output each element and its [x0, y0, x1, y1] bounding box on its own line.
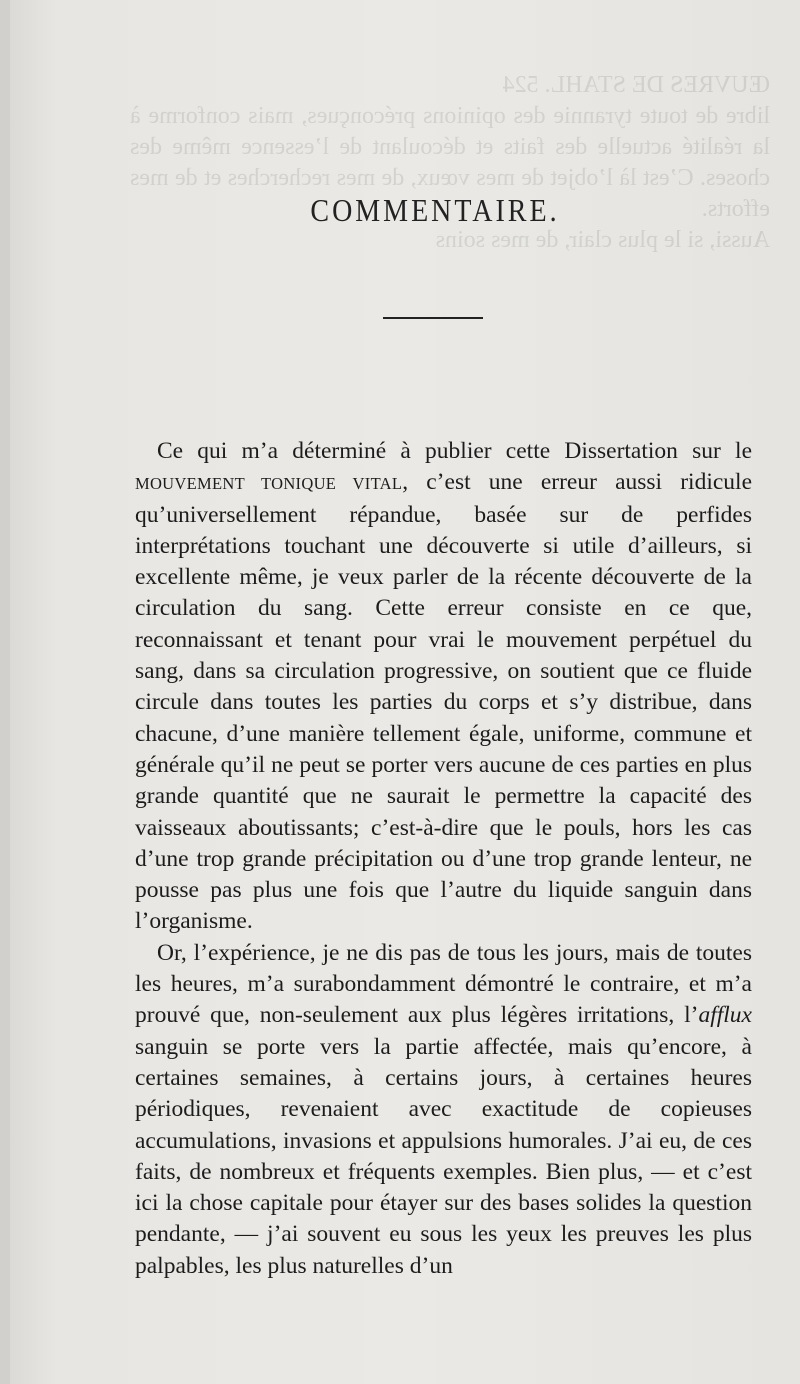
body-text: [135, 436, 752, 1282]
bleed-page-number: 524: [502, 72, 539, 98]
book-page: [10, 0, 800, 1384]
title-rule: [383, 317, 483, 319]
bleed-line-2: Aussi, si le plus clair, de mes soins: [435, 227, 770, 253]
paragraph-2-rest: sanguin se porte vers la partie affectée, mais qu’encore, à certaines semaines, à certains jours, à certaines heures périodiques, revenaient avec exactitude de copieuses accumulations, invasions et appulsions humorales. J’ai eu, de ces faits, de nombreux et fréquents exemples. Bien plus, — et c’est ici la chose capitale pour étayer sur des bases solides la question pendante, — j’ai souvent eu sous les yeux les preuves les plus palpables, les plus naturelles d’un: [135, 1033, 752, 1279]
paragraph-2-lead: Or, l’expérience, je ne dis pas de tous les jours, mais de toutes les heures, m’a surabondamment démontré le contraire, et m’a prouvé que, non-seulement aux plus légères irritations, l’: [135, 939, 752, 1029]
paragraph-1-rest: , c’est une erreur aussi ridicule qu’universellement répandue, basée sur de perfides interprétations touchant une découverte si utile d’ailleurs, si excellente même, je veux parler de la récente découverte de la circulation du sang. Cette erreur consiste en ce que, reconnaissant et tenant pour vrai le mouvement perpétuel du sang, dans sa circulation progressive, on soutient que ce fluide circule dans toutes les parties du corps et s’y distribue, dans chacune, d’une manière tellement égale, uniforme, commune et générale qu’il ne peut se porter vers aucune de ces parties en plus grande quantité que ne saurait le permettre la capacité des vaisseaux aboutissants; c’est-à-dire que le pouls, hors les cas d’une trop grande précipitation ou d’une trop grande lenteur, ne pousse pas plus une fois que l’autre du liquide sanguin dans l’organisme.: [135, 469, 752, 935]
paragraph-2: [135, 938, 752, 1282]
paragraph-1-smallcaps: MOUVEMENT TONIQUE VITAL: [135, 474, 403, 494]
bleed-header: ŒUVRES DE STAHL.: [544, 72, 770, 98]
paragraph-1-lead: Ce qui m’a déterminé à publier cette Dissertation sur le: [157, 438, 752, 464]
bleed-line-1: libre de toute tyrannie des opinions préconçues, mais conforme à la réalité actuelle des faits et découlant de l’essence même des choses. C’est là l’objet de mes vœux, de mes recherches et de mes efforts.: [130, 103, 770, 222]
scan-margin: [0, 0, 10, 1384]
page-title: COMMENTAIRE.: [310, 193, 560, 230]
paragraph-1: [135, 436, 752, 938]
paragraph-2-italic: afflux: [698, 1002, 752, 1029]
